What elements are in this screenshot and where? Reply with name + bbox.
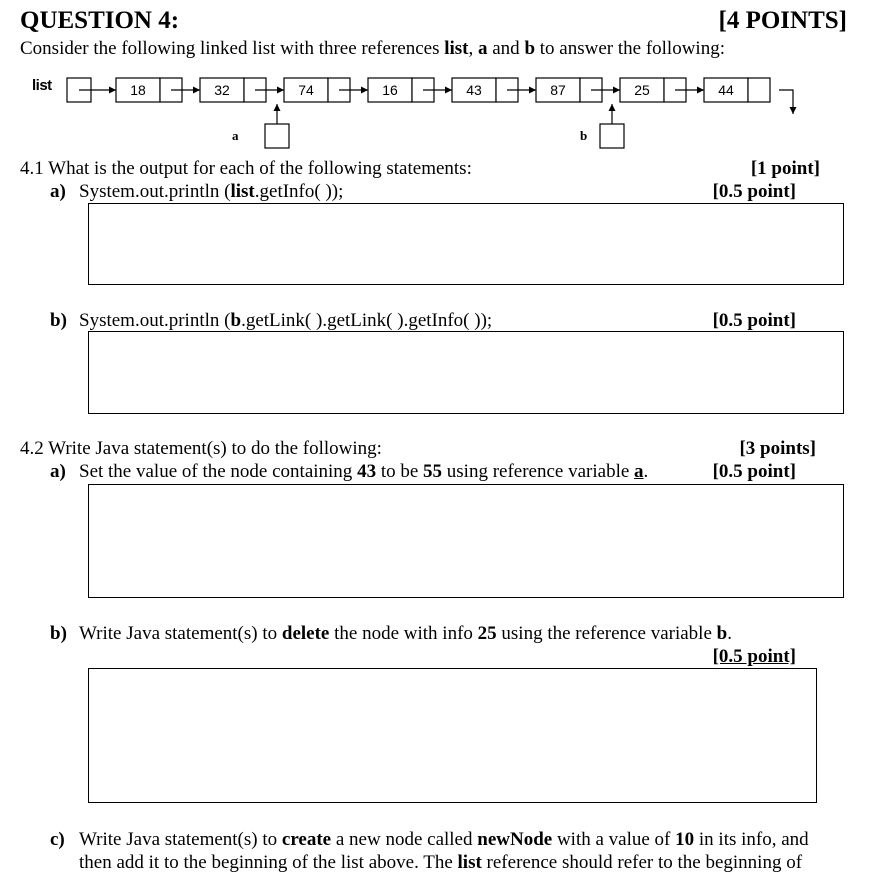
node-value: 74 [298,82,314,98]
node-value: 87 [550,82,566,98]
answer-box-4-2-a[interactable] [88,484,844,598]
node-value: 44 [718,82,734,98]
item-4-2-a: a) Set the value of the node containing 43 to be 55 using reference variable a. [50,461,649,482]
item-4-1-a-points: [0.5 point] [712,181,796,202]
list-node [704,78,770,102]
answer-box-4-1-b[interactable] [88,331,844,414]
section-4-1-heading: 4.1 What is the output for each of the following statements: [20,158,472,179]
section-4-2-heading: 4.2 Write Java statement(s) to do the following: [20,438,382,459]
list-node [284,78,368,102]
item-4-1-b: b) System.out.println (b.getLink( ).getLink( ).getInfo( )); [50,310,493,331]
node-value: 16 [382,82,398,98]
question-title: QUESTION 4: [20,7,180,34]
list-node [368,78,452,102]
list-node [452,78,536,102]
item-4-1-b-points: [0.5 point] [712,310,796,331]
item-4-2-b-points: [0.5 point] [712,646,796,667]
node-link-cell [748,78,770,102]
section-4-2-points: [3 points] [739,438,816,459]
null-terminator-arrow [779,90,793,114]
reference-a-label: a [232,128,239,143]
item-4-2-b: b) Write Java statement(s) to delete the node with info 25 using the reference variable b. [50,623,732,644]
nodes-layer [79,78,770,102]
reference-a-box [265,124,289,148]
item-4-1-a: a) System.out.println (list.getInfo( )); [50,181,344,202]
list-node [620,78,704,102]
question-points: [4 POINTS] [718,7,847,34]
question-intro: Consider the following linked list with three references list, a and b to answer the following: [20,38,725,59]
node-value: 43 [466,82,482,98]
linked-list-diagram [0,0,891,160]
item-4-2-c: c) Write Java statement(s) to create a new node called newNode with a value of 10 in its info, and then add it to the beginning of the list above. The list reference should refer to the beginning of [50,829,809,873]
list-reference-label: list [32,77,52,94]
list-node [200,78,284,102]
list-node [536,78,620,102]
node-value: 32 [214,82,230,98]
list-node [116,78,200,102]
reference-b-label: b [580,128,588,143]
node-value: 18 [130,82,146,98]
node-value: 25 [634,82,650,98]
section-4-1-points: [1 point] [750,158,820,179]
answer-box-4-1-a[interactable] [88,203,844,285]
item-4-2-a-points: [0.5 point] [712,461,796,482]
answer-box-4-2-b[interactable] [88,668,817,803]
reference-b-box [600,124,624,148]
